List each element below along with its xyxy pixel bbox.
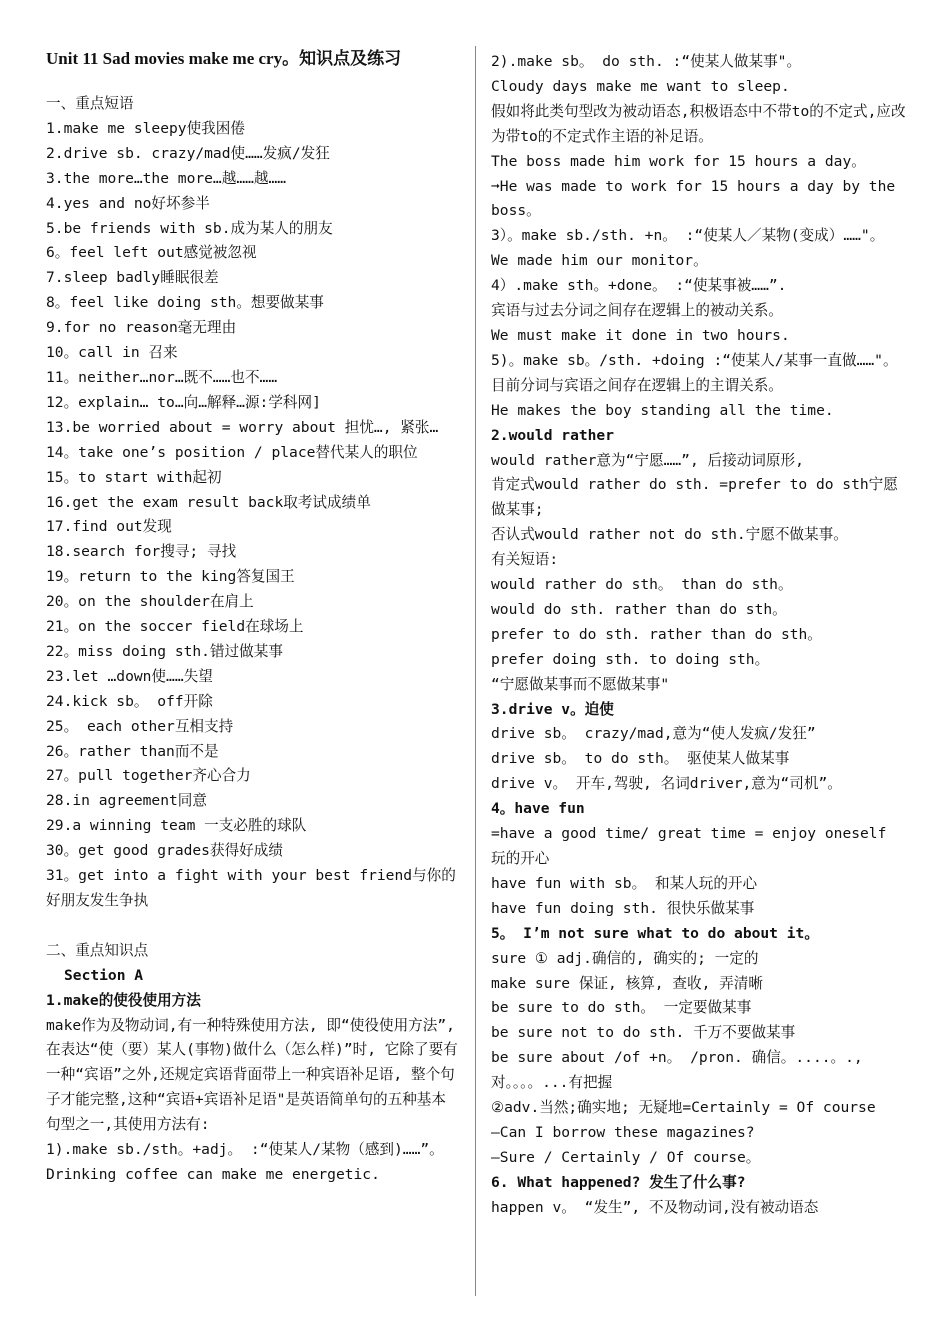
text-line: 目前分词与宾语之间存在逻辑上的主谓关系。 bbox=[491, 376, 783, 394]
point-title: 4。have fun bbox=[491, 800, 585, 818]
section-heading-phrases: 一、重点短语 bbox=[46, 95, 134, 112]
text-line: 5)。make sb。/sth. +doing :“使某人/某事一直做……"。 bbox=[491, 351, 898, 369]
phrase-item: 19。return to the king答复国王 bbox=[46, 568, 295, 586]
text-line: happen v。 “发生”, 不及物动词,没有被动语态 bbox=[491, 1198, 819, 1216]
phrase-item: 22。miss doing sth.错过做某事 bbox=[46, 642, 283, 660]
point-title: 3.drive v。迫使 bbox=[491, 700, 614, 718]
text-line: be sure to do sth。 一定要做某事 bbox=[491, 999, 752, 1017]
make-usage-1-example: Drinking coffee can make me energetic. bbox=[46, 1165, 380, 1183]
text-line: sure ① adj.确信的, 确实的; 一定的 bbox=[491, 949, 759, 967]
phrase-item: 10。call in 召来 bbox=[46, 344, 178, 362]
phrase-item: 17.find out发现 bbox=[46, 518, 172, 536]
phrase-item: 2.drive sb. crazy/mad使……发疯/发狂 bbox=[46, 144, 330, 162]
phrase-item: 13.be worried about = worry about 担忧…, 紧张… bbox=[46, 418, 439, 436]
text-line: 4）.make sth。+done。 :“使某事被……”. bbox=[491, 277, 787, 295]
text-line: 3）。make sb./sth. +n。 :“使某人／某物(变成）……"。 bbox=[491, 227, 885, 245]
text-line: The boss made him work for 15 hours a day。 bbox=[491, 152, 866, 170]
phrase-item: 31。get into a fight with your best friend与你的好朋友发生争执 bbox=[46, 867, 456, 909]
text-line: be sure about /of +n。 /pron. 确信。....。., 对。。。。...有把握 bbox=[491, 1049, 872, 1092]
point-title: 2.would rather bbox=[491, 426, 615, 444]
text-line: 假如将此类句型改为被动语态,积极语态中不带to的不定式,应改为带to的不定式作主语的补足语。 bbox=[491, 102, 906, 145]
text-line: ➞He was made to work for 15 hours a day by the boss。 bbox=[491, 177, 904, 220]
phrase-item: 30。get good grades获得好成绩 bbox=[46, 842, 283, 860]
phrase-item: 24.kick sb。 off开除 bbox=[46, 692, 213, 710]
text-line: have fun doing sth. 很快乐做某事 bbox=[491, 899, 755, 917]
phrase-item: 3.the more…the more…越……越…… bbox=[46, 169, 287, 187]
spacer bbox=[46, 914, 460, 939]
text-line: drive sb。 to do sth。 驱使某人做某事 bbox=[491, 750, 790, 768]
text-line: “宁愿做某事而不愿做某事" bbox=[491, 675, 670, 693]
section-heading-knowledge: 二、重点知识点 bbox=[46, 941, 149, 959]
phrase-item: 26。rather than而不是 bbox=[46, 742, 219, 760]
phrase-item: 20。on the shoulder在肩上 bbox=[46, 593, 254, 611]
right-column bbox=[491, 50, 909, 1221]
text-line: would rather意为“宁愿……”, 后接动词原形, bbox=[491, 451, 804, 469]
phrase-item: 7.sleep badly睡眠很差 bbox=[46, 269, 219, 287]
phrase-item: 11。neither…nor…既不……也不…… bbox=[46, 368, 278, 386]
phrase-item: 5.be friends with sb.成为某人的朋友 bbox=[46, 219, 333, 237]
text-line: 否认式would rather not do sth.宁愿不做某事。 bbox=[491, 526, 848, 544]
column-divider bbox=[475, 46, 476, 1296]
phrase-item: 4.yes and no好坏参半 bbox=[46, 194, 210, 212]
text-line: make sure 保证, 核算, 查收, 弄清晰 bbox=[491, 974, 763, 992]
text-line: =have a good time/ great time = enjoy oneself 玩的开心 bbox=[491, 825, 896, 867]
text-line: —Sure / Certainly / Of course。 bbox=[491, 1148, 761, 1166]
text-line: would rather do sth。 than do sth。 bbox=[491, 576, 793, 594]
text-line: drive sb。 crazy/mad,意为“使人发疯/发狂” bbox=[491, 725, 816, 743]
text-line: —Can I borrow these magazines? bbox=[491, 1123, 755, 1141]
text-line: We made him our monitor。 bbox=[491, 252, 708, 270]
phrase-item: 25。 each other互相支持 bbox=[46, 717, 234, 735]
phrase-list bbox=[46, 117, 460, 914]
make-usage-1: 1).make sb./sth。+adj。 :“使某人/某物（感到)……”。 bbox=[46, 1141, 444, 1159]
text-line: We must make it done in two hours. bbox=[491, 326, 790, 344]
phrase-item: 23.let …down使……失望 bbox=[46, 667, 213, 685]
left-column bbox=[46, 46, 460, 1188]
point-title: 5。 I’m not sure what to do about it。 bbox=[491, 924, 819, 942]
text-line: prefer doing sth. to doing sth。 bbox=[491, 650, 770, 668]
point-title-make: 1.make的使役使用方法 bbox=[46, 991, 201, 1009]
phrase-item: 28.in agreement同意 bbox=[46, 792, 207, 810]
text-line: He makes the boy standing all the time. bbox=[491, 401, 834, 419]
text-line: 有关短语: bbox=[491, 551, 559, 569]
phrase-item: 29.a winning team 一支必胜的球队 bbox=[46, 817, 307, 835]
phrase-item: 18.search for搜寻; 寻找 bbox=[46, 543, 237, 561]
point-body-make: make作为及物动词,有一种特殊使用方法, 即“使役使用方法”,在表达“使（要）某人(事物)做什么（怎么样)”时, 它除了要有一种“宾语”之外,还规定宾语背面带上一种宾语补足语, 整个句子才能完整,这种“宾语+宾语补足语"是英语简单句的五种基本句型之一,其使用方法有: bbox=[46, 1016, 458, 1134]
section-a-heading: Section A bbox=[64, 966, 144, 984]
text-line: Cloudy days make me want to sleep. bbox=[491, 77, 790, 95]
phrase-item: 15。to start with起初 bbox=[46, 468, 222, 486]
text-line: prefer to do sth. rather than do sth。 bbox=[491, 625, 822, 643]
phrase-item: 21。on the soccer field在球场上 bbox=[46, 618, 304, 636]
text-line: have fun with sb。 和某人玩的开心 bbox=[491, 874, 758, 892]
phrase-item: 8。feel like doing sth。想要做某事 bbox=[46, 294, 324, 312]
text-line: would do sth. rather than do sth。 bbox=[491, 600, 787, 618]
phrase-item: 27。pull together齐心合力 bbox=[46, 767, 251, 785]
phrase-item: 16.get the exam result back取考试成绩单 bbox=[46, 493, 371, 511]
phrase-item: 14。take one’s position / place替代某人的职位 bbox=[46, 443, 418, 461]
phrase-item: 12。explain… to…向…解释…源:学科网] bbox=[46, 393, 321, 411]
point-title: 6. What happened? 发生了什么事? bbox=[491, 1173, 746, 1191]
text-line: 2).make sb。 do sth. :“使某人做某事"。 bbox=[491, 53, 802, 70]
text-line: be sure not to do sth. 千万不要做某事 bbox=[491, 1024, 796, 1042]
phrase-item: 1.make me sleepy使我困倦 bbox=[46, 119, 245, 137]
text-line: 宾语与过去分词之间存在逻辑上的被动关系。 bbox=[491, 302, 783, 320]
phrase-item: 9.for no reason毫无理由 bbox=[46, 319, 237, 337]
phrase-item: 6。feel left out感觉被忽视 bbox=[46, 244, 257, 262]
text-line: 肯定式would rather do sth. =prefer to do sth宁愿做某事; bbox=[491, 476, 898, 519]
document-title: Unit 11 Sad movies make me cry。知识点及练习 bbox=[46, 49, 402, 68]
text-line: ②adv.当然;确实地; 无疑地=Certainly = Of course bbox=[491, 1099, 876, 1117]
text-line: drive v。 开车,驾驶, 名词driver,意为“司机”。 bbox=[491, 775, 842, 793]
